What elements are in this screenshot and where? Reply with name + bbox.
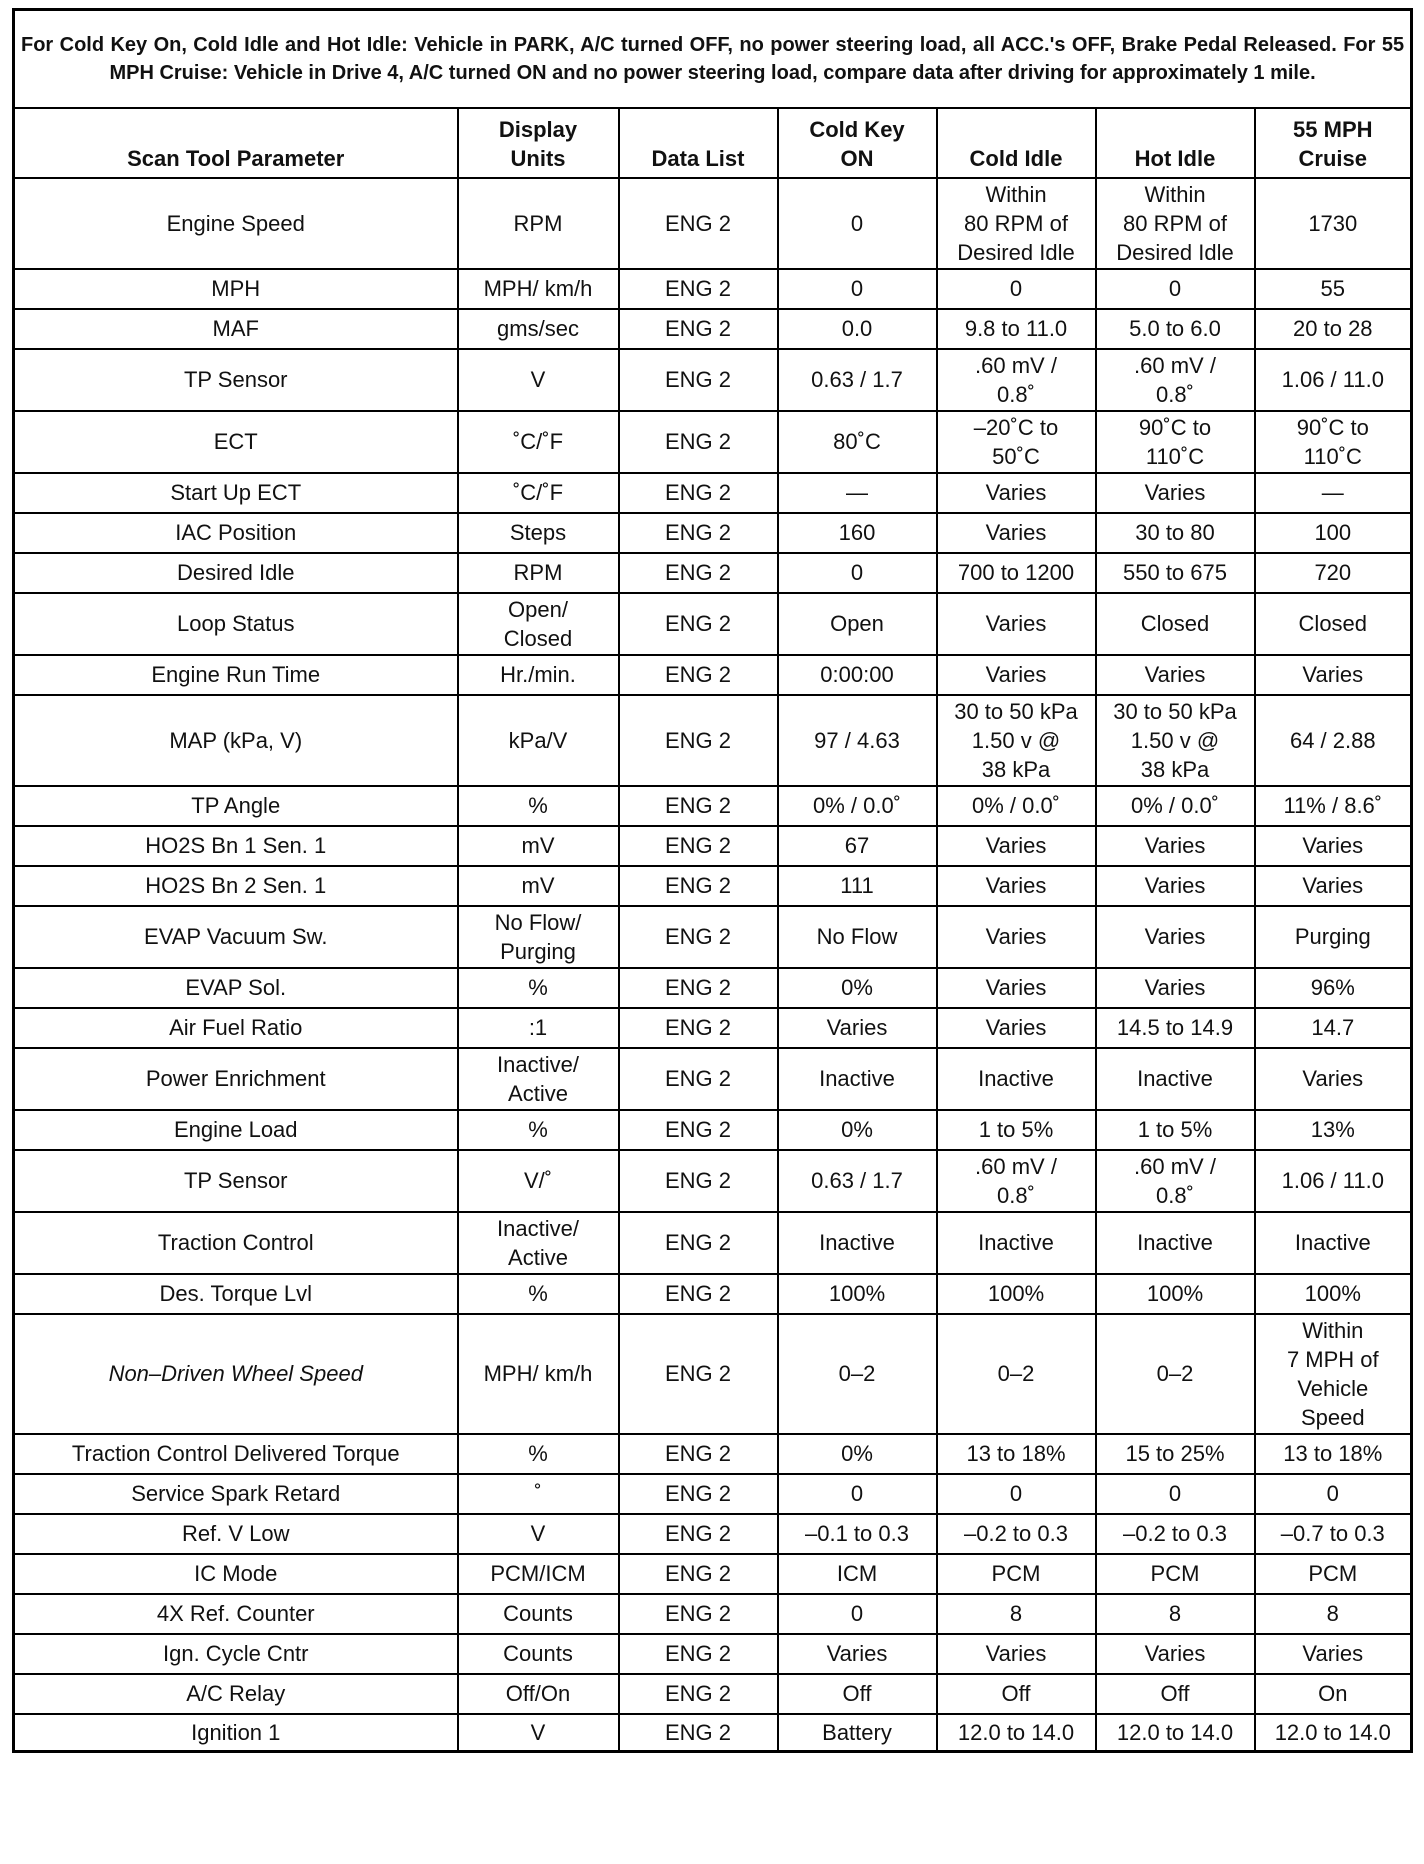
cell-hot-idle: Varies (1096, 655, 1255, 695)
cell-cold-idle: Varies (937, 1008, 1096, 1048)
cell-55-mph-cruise: Inactive (1255, 1212, 1412, 1274)
cell-cold-idle: PCM (937, 1554, 1096, 1594)
cell-cold-idle: –20˚C to 50˚C (937, 411, 1096, 473)
cell-55-mph-cruise: 100 (1255, 513, 1412, 553)
cell-parameter: Engine Speed (14, 178, 458, 269)
cell-parameter: Loop Status (14, 593, 458, 655)
cell-parameter: Ign. Cycle Cntr (14, 1634, 458, 1674)
cell-cold-key-on: 0–2 (778, 1314, 937, 1434)
table-row (14, 1674, 1412, 1714)
cell-parameter: Desired Idle (14, 553, 458, 593)
cell-55-mph-cruise: 14.7 (1255, 1008, 1412, 1048)
cell-cold-key-on: 0 (778, 178, 937, 269)
cell-parameter: Traction Control (14, 1212, 458, 1274)
cell-cold-key-on: Varies (778, 1634, 937, 1674)
cell-parameter: HO2S Bn 2 Sen. 1 (14, 866, 458, 906)
cell-parameter: TP Sensor (14, 349, 458, 411)
cell-55-mph-cruise: 720 (1255, 553, 1412, 593)
cell-hot-idle: 0–2 (1096, 1314, 1255, 1434)
cell-data-list: ENG 2 (619, 1274, 778, 1314)
table-row (14, 1314, 1412, 1434)
cell-data-list: ENG 2 (619, 178, 778, 269)
cell-cold-idle: 100% (937, 1274, 1096, 1314)
cell-parameter: Power Enrichment (14, 1048, 458, 1110)
cell-data-list: ENG 2 (619, 1048, 778, 1110)
cell-display-units: % (458, 968, 619, 1008)
cell-display-units: V (458, 349, 619, 411)
cell-cold-idle: Inactive (937, 1212, 1096, 1274)
cell-cold-key-on: 0:00:00 (778, 655, 937, 695)
cell-55-mph-cruise: On (1255, 1674, 1412, 1714)
cell-display-units: % (458, 1110, 619, 1150)
table-row (14, 593, 1412, 655)
cell-display-units: PCM/ICM (458, 1554, 619, 1594)
cell-display-units: Counts (458, 1634, 619, 1674)
cell-cold-idle: –0.2 to 0.3 (937, 1514, 1096, 1554)
cell-55-mph-cruise: 13% (1255, 1110, 1412, 1150)
cell-55-mph-cruise: 1.06 / 11.0 (1255, 1150, 1412, 1212)
cell-hot-idle: Within 80 RPM of Desired Idle (1096, 178, 1255, 269)
note-row (14, 10, 1412, 108)
cell-parameter: Engine Run Time (14, 655, 458, 695)
header-display-units: Display Units (458, 108, 619, 178)
cell-hot-idle: Inactive (1096, 1212, 1255, 1274)
table-row (14, 1212, 1412, 1274)
cell-cold-idle: Varies (937, 968, 1096, 1008)
cell-cold-idle: Off (937, 1674, 1096, 1714)
cell-parameter: EVAP Vacuum Sw. (14, 906, 458, 968)
table-row (14, 1274, 1412, 1314)
cell-display-units: ˚ (458, 1474, 619, 1514)
cell-hot-idle: Varies (1096, 968, 1255, 1008)
cell-cold-key-on: 0.63 / 1.7 (778, 1150, 937, 1212)
cell-hot-idle: Closed (1096, 593, 1255, 655)
cell-cold-key-on: 80˚C (778, 411, 937, 473)
cell-hot-idle: 14.5 to 14.9 (1096, 1008, 1255, 1048)
cell-cold-key-on: Battery (778, 1714, 937, 1752)
cell-cold-idle: 8 (937, 1594, 1096, 1634)
cell-data-list: ENG 2 (619, 1434, 778, 1474)
header-55-mph-cruise: 55 MPH Cruise (1255, 108, 1412, 178)
cell-55-mph-cruise: 55 (1255, 269, 1412, 309)
test-conditions-note: For Cold Key On, Cold Idle and Hot Idle: Vehicle in PARK, A/C turned OFF, no power steering load, all ACC.'s OFF, Brake Pedal Released. For 55 MPH Cruise: Vehicle in Drive 4, A/C turned ON and no power steering load, compare data after driving for approximately 1 mile. (14, 10, 1412, 108)
cell-hot-idle: Varies (1096, 1634, 1255, 1674)
table-row (14, 269, 1412, 309)
cell-parameter: Start Up ECT (14, 473, 458, 513)
cell-cold-idle: 9.8 to 11.0 (937, 309, 1096, 349)
table-row (14, 309, 1412, 349)
cell-data-list: ENG 2 (619, 1212, 778, 1274)
table-row (14, 968, 1412, 1008)
cell-data-list: ENG 2 (619, 1150, 778, 1212)
cell-cold-idle: .60 mV / 0.8˚ (937, 349, 1096, 411)
cell-display-units: ˚C/˚F (458, 411, 619, 473)
table-row (14, 513, 1412, 553)
cell-parameter: Non–Driven Wheel Speed (14, 1314, 458, 1434)
cell-parameter: EVAP Sol. (14, 968, 458, 1008)
cell-hot-idle: 12.0 to 14.0 (1096, 1714, 1255, 1752)
scan-tool-data-table (12, 8, 1413, 1753)
table-row (14, 411, 1412, 473)
cell-cold-key-on: Off (778, 1674, 937, 1714)
cell-cold-key-on: 160 (778, 513, 937, 553)
cell-hot-idle: 0 (1096, 269, 1255, 309)
cell-hot-idle: 100% (1096, 1274, 1255, 1314)
cell-parameter: Traction Control Delivered Torque (14, 1434, 458, 1474)
cell-cold-key-on: ICM (778, 1554, 937, 1594)
cell-display-units: Inactive/ Active (458, 1212, 619, 1274)
cell-cold-idle: Varies (937, 1634, 1096, 1674)
cell-parameter: Des. Torque Lvl (14, 1274, 458, 1314)
cell-cold-key-on: No Flow (778, 906, 937, 968)
cell-cold-key-on: 67 (778, 826, 937, 866)
cell-cold-key-on: Open (778, 593, 937, 655)
header-cold-idle: Cold Idle (937, 108, 1096, 178)
cell-display-units: V (458, 1514, 619, 1554)
table-row (14, 1714, 1412, 1752)
cell-display-units: % (458, 786, 619, 826)
cell-cold-key-on: 0% (778, 1434, 937, 1474)
cell-cold-key-on: — (778, 473, 937, 513)
cell-cold-idle: 0% / 0.0˚ (937, 786, 1096, 826)
cell-cold-key-on: 0% / 0.0˚ (778, 786, 937, 826)
cell-data-list: ENG 2 (619, 655, 778, 695)
cell-cold-idle: Varies (937, 513, 1096, 553)
cell-cold-key-on: 0.63 / 1.7 (778, 349, 937, 411)
cell-data-list: ENG 2 (619, 1110, 778, 1150)
cell-display-units: % (458, 1274, 619, 1314)
cell-data-list: ENG 2 (619, 1634, 778, 1674)
table-row (14, 1110, 1412, 1150)
cell-cold-key-on: 0 (778, 269, 937, 309)
cell-55-mph-cruise: Varies (1255, 655, 1412, 695)
cell-55-mph-cruise: 8 (1255, 1594, 1412, 1634)
cell-55-mph-cruise: 0 (1255, 1474, 1412, 1514)
cell-data-list: ENG 2 (619, 786, 778, 826)
cell-cold-key-on: 0% (778, 1110, 937, 1150)
cell-55-mph-cruise: Varies (1255, 826, 1412, 866)
cell-display-units: Counts (458, 1594, 619, 1634)
cell-cold-idle: Varies (937, 906, 1096, 968)
cell-data-list: ENG 2 (619, 1008, 778, 1048)
cell-data-list: ENG 2 (619, 1314, 778, 1434)
cell-data-list: ENG 2 (619, 906, 778, 968)
cell-cold-key-on: Inactive (778, 1048, 937, 1110)
header-scan-tool-parameter: Scan Tool Parameter (14, 108, 458, 178)
cell-data-list: ENG 2 (619, 349, 778, 411)
table-row (14, 1474, 1412, 1514)
cell-cold-idle: Varies (937, 593, 1096, 655)
cell-cold-key-on: 0 (778, 553, 937, 593)
cell-hot-idle: .60 mV / 0.8˚ (1096, 1150, 1255, 1212)
cell-display-units: Open/ Closed (458, 593, 619, 655)
cell-display-units: RPM (458, 178, 619, 269)
cell-parameter: TP Sensor (14, 1150, 458, 1212)
cell-hot-idle: .60 mV / 0.8˚ (1096, 349, 1255, 411)
cell-cold-key-on: Inactive (778, 1212, 937, 1274)
cell-parameter: IAC Position (14, 513, 458, 553)
cell-data-list: ENG 2 (619, 473, 778, 513)
cell-hot-idle: 5.0 to 6.0 (1096, 309, 1255, 349)
cell-cold-idle: Varies (937, 866, 1096, 906)
cell-55-mph-cruise: Closed (1255, 593, 1412, 655)
cell-parameter: ECT (14, 411, 458, 473)
cell-data-list: ENG 2 (619, 968, 778, 1008)
cell-parameter: A/C Relay (14, 1674, 458, 1714)
cell-data-list: ENG 2 (619, 593, 778, 655)
cell-hot-idle: PCM (1096, 1554, 1255, 1594)
cell-data-list: ENG 2 (619, 1674, 778, 1714)
cell-display-units: Hr./min. (458, 655, 619, 695)
cell-display-units: Off/On (458, 1674, 619, 1714)
cell-parameter: HO2S Bn 1 Sen. 1 (14, 826, 458, 866)
header-cold-key-on: Cold Key ON (778, 108, 937, 178)
cell-parameter: 4X Ref. Counter (14, 1594, 458, 1634)
cell-hot-idle: 30 to 50 kPa 1.50 v @ 38 kPa (1096, 695, 1255, 786)
cell-display-units: :1 (458, 1008, 619, 1048)
cell-55-mph-cruise: 96% (1255, 968, 1412, 1008)
table-row (14, 1434, 1412, 1474)
cell-hot-idle: 0% / 0.0˚ (1096, 786, 1255, 826)
cell-display-units: Steps (458, 513, 619, 553)
cell-cold-idle: 0 (937, 1474, 1096, 1514)
cell-data-list: ENG 2 (619, 411, 778, 473)
cell-hot-idle: 8 (1096, 1594, 1255, 1634)
table-row (14, 906, 1412, 968)
cell-hot-idle: 90˚C to 110˚C (1096, 411, 1255, 473)
cell-hot-idle: –0.2 to 0.3 (1096, 1514, 1255, 1554)
cell-cold-key-on: 0.0 (778, 309, 937, 349)
table-row (14, 178, 1412, 269)
table-row (14, 349, 1412, 411)
cell-parameter: Air Fuel Ratio (14, 1008, 458, 1048)
cell-55-mph-cruise: 11% / 8.6˚ (1255, 786, 1412, 826)
table-row (14, 866, 1412, 906)
cell-cold-key-on: 0 (778, 1474, 937, 1514)
table-row (14, 1514, 1412, 1554)
table-row (14, 1048, 1412, 1110)
cell-55-mph-cruise: 90˚C to 110˚C (1255, 411, 1412, 473)
cell-cold-idle: 12.0 to 14.0 (937, 1714, 1096, 1752)
scan-tool-data-sheet (12, 8, 1410, 1753)
cell-data-list: ENG 2 (619, 695, 778, 786)
cell-55-mph-cruise: 1.06 / 11.0 (1255, 349, 1412, 411)
cell-parameter: Ignition 1 (14, 1714, 458, 1752)
cell-data-list: ENG 2 (619, 513, 778, 553)
cell-hot-idle: 30 to 80 (1096, 513, 1255, 553)
table-row (14, 826, 1412, 866)
cell-display-units: No Flow/ Purging (458, 906, 619, 968)
cell-55-mph-cruise: Within 7 MPH of Vehicle Speed (1255, 1314, 1412, 1434)
cell-display-units: mV (458, 866, 619, 906)
cell-data-list: ENG 2 (619, 826, 778, 866)
cell-55-mph-cruise: — (1255, 473, 1412, 513)
cell-hot-idle: 1 to 5% (1096, 1110, 1255, 1150)
table-row (14, 1554, 1412, 1594)
cell-55-mph-cruise: PCM (1255, 1554, 1412, 1594)
cell-cold-idle: 700 to 1200 (937, 553, 1096, 593)
cell-55-mph-cruise: 1730 (1255, 178, 1412, 269)
cell-display-units: RPM (458, 553, 619, 593)
cell-data-list: ENG 2 (619, 866, 778, 906)
cell-display-units: Inactive/ Active (458, 1048, 619, 1110)
cell-display-units: % (458, 1434, 619, 1474)
cell-cold-idle: 1 to 5% (937, 1110, 1096, 1150)
cell-cold-idle: 13 to 18% (937, 1434, 1096, 1474)
cell-data-list: ENG 2 (619, 309, 778, 349)
cell-cold-idle: .60 mV / 0.8˚ (937, 1150, 1096, 1212)
cell-data-list: ENG 2 (619, 269, 778, 309)
cell-55-mph-cruise: 12.0 to 14.0 (1255, 1714, 1412, 1752)
table-row (14, 655, 1412, 695)
cell-data-list: ENG 2 (619, 1514, 778, 1554)
cell-55-mph-cruise: 20 to 28 (1255, 309, 1412, 349)
cell-parameter: MPH (14, 269, 458, 309)
cell-cold-idle: Within 80 RPM of Desired Idle (937, 178, 1096, 269)
table-row (14, 695, 1412, 786)
cell-parameter: TP Angle (14, 786, 458, 826)
cell-data-list: ENG 2 (619, 553, 778, 593)
header-data-list: Data List (619, 108, 778, 178)
cell-display-units: gms/sec (458, 309, 619, 349)
cell-55-mph-cruise: Varies (1255, 1634, 1412, 1674)
cell-55-mph-cruise: Varies (1255, 1048, 1412, 1110)
cell-hot-idle: 0 (1096, 1474, 1255, 1514)
cell-cold-idle: Varies (937, 655, 1096, 695)
cell-parameter: Service Spark Retard (14, 1474, 458, 1514)
cell-hot-idle: 15 to 25% (1096, 1434, 1255, 1474)
cell-55-mph-cruise: 13 to 18% (1255, 1434, 1412, 1474)
cell-hot-idle: Varies (1096, 866, 1255, 906)
cell-display-units: ˚C/˚F (458, 473, 619, 513)
cell-hot-idle: Varies (1096, 826, 1255, 866)
cell-parameter: MAP (kPa, V) (14, 695, 458, 786)
cell-hot-idle: Varies (1096, 906, 1255, 968)
cell-data-list: ENG 2 (619, 1474, 778, 1514)
table-row (14, 1634, 1412, 1674)
cell-cold-idle: 0–2 (937, 1314, 1096, 1434)
cell-55-mph-cruise: Purging (1255, 906, 1412, 968)
cell-55-mph-cruise: 100% (1255, 1274, 1412, 1314)
cell-display-units: MPH/ km/h (458, 1314, 619, 1434)
cell-hot-idle: Off (1096, 1674, 1255, 1714)
cell-parameter: MAF (14, 309, 458, 349)
cell-display-units: kPa/V (458, 695, 619, 786)
cell-hot-idle: Varies (1096, 473, 1255, 513)
cell-data-list: ENG 2 (619, 1714, 778, 1752)
cell-55-mph-cruise: –0.7 to 0.3 (1255, 1514, 1412, 1554)
cell-display-units: MPH/ km/h (458, 269, 619, 309)
cell-cold-key-on: 0 (778, 1594, 937, 1634)
table-row (14, 1008, 1412, 1048)
cell-cold-key-on: 100% (778, 1274, 937, 1314)
cell-cold-idle: Varies (937, 473, 1096, 513)
cell-cold-idle: 0 (937, 269, 1096, 309)
table-row (14, 786, 1412, 826)
header-row (14, 108, 1412, 178)
cell-parameter: Engine Load (14, 1110, 458, 1150)
cell-55-mph-cruise: Varies (1255, 866, 1412, 906)
cell-cold-idle: Inactive (937, 1048, 1096, 1110)
cell-hot-idle: 550 to 675 (1096, 553, 1255, 593)
cell-cold-idle: 30 to 50 kPa 1.50 v @ 38 kPa (937, 695, 1096, 786)
cell-hot-idle: Inactive (1096, 1048, 1255, 1110)
cell-data-list: ENG 2 (619, 1554, 778, 1594)
cell-cold-key-on: Varies (778, 1008, 937, 1048)
header-hot-idle: Hot Idle (1096, 108, 1255, 178)
cell-cold-idle: Varies (937, 826, 1096, 866)
table-row (14, 553, 1412, 593)
cell-display-units: mV (458, 826, 619, 866)
table-row (14, 1594, 1412, 1634)
cell-cold-key-on: 97 / 4.63 (778, 695, 937, 786)
cell-55-mph-cruise: 64 / 2.88 (1255, 695, 1412, 786)
cell-cold-key-on: 111 (778, 866, 937, 906)
cell-cold-key-on: –0.1 to 0.3 (778, 1514, 937, 1554)
cell-cold-key-on: 0% (778, 968, 937, 1008)
table-row (14, 1150, 1412, 1212)
cell-parameter: Ref. V Low (14, 1514, 458, 1554)
cell-display-units: V/˚ (458, 1150, 619, 1212)
cell-display-units: V (458, 1714, 619, 1752)
table-row (14, 473, 1412, 513)
cell-data-list: ENG 2 (619, 1594, 778, 1634)
cell-parameter: IC Mode (14, 1554, 458, 1594)
